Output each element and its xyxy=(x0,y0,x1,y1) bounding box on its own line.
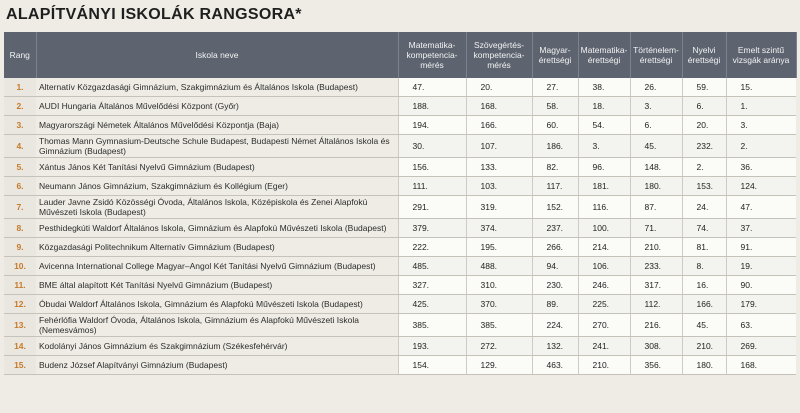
math-competence-cell: 379. xyxy=(398,219,466,238)
rank-cell: 4. xyxy=(4,135,36,158)
history-exam-cell: 71. xyxy=(630,219,682,238)
math-exam-cell: 241. xyxy=(578,337,630,356)
hungarian-exam-cell: 237. xyxy=(532,219,578,238)
rank-cell: 14. xyxy=(4,337,36,356)
table-row xyxy=(4,177,796,196)
advanced-ratio-cell: 90. xyxy=(726,276,796,295)
school-name-cell: Óbudai Waldorf Általános Iskola, Gimnázium és Alapfokú Művészeti Iskola (Budapest) xyxy=(36,295,398,314)
table-header-row xyxy=(4,32,796,78)
table-row xyxy=(4,219,796,238)
reading-competence-cell: 168. xyxy=(466,97,532,116)
math-competence-cell: 425. xyxy=(398,295,466,314)
advanced-ratio-cell: 1. xyxy=(726,97,796,116)
school-name-cell: Lauder Javne Zsidó Közösségi Óvoda, Általános Iskola, Középiskola és Zenei Alapfokú Művészeti Iskola (Budapest) xyxy=(36,196,398,219)
rank-cell: 7. xyxy=(4,196,36,219)
history-exam-cell: 87. xyxy=(630,196,682,219)
math-exam-cell: 214. xyxy=(578,238,630,257)
advanced-ratio-cell: 124. xyxy=(726,177,796,196)
reading-competence-cell: 272. xyxy=(466,337,532,356)
advanced-ratio-cell: 37. xyxy=(726,219,796,238)
school-name-cell: AUDI Hungaria Általános Művelődési Központ (Győr) xyxy=(36,97,398,116)
math-exam-cell: 96. xyxy=(578,158,630,177)
rank-cell: 6. xyxy=(4,177,36,196)
history-exam-cell: 6. xyxy=(630,116,682,135)
math-exam-cell: 38. xyxy=(578,78,630,97)
math-competence-cell: 47. xyxy=(398,78,466,97)
rank-cell: 12. xyxy=(4,295,36,314)
advanced-ratio-cell: 2. xyxy=(726,135,796,158)
rank-cell: 13. xyxy=(4,314,36,337)
history-exam-cell: 26. xyxy=(630,78,682,97)
rank-cell: 9. xyxy=(4,238,36,257)
header-language-exam: Nyelvi érettségi xyxy=(682,32,726,78)
hungarian-exam-cell: 82. xyxy=(532,158,578,177)
math-exam-cell: 246. xyxy=(578,276,630,295)
hungarian-exam-cell: 230. xyxy=(532,276,578,295)
language-exam-cell: 153. xyxy=(682,177,726,196)
advanced-ratio-cell: 36. xyxy=(726,158,796,177)
advanced-ratio-cell: 269. xyxy=(726,337,796,356)
language-exam-cell: 2. xyxy=(682,158,726,177)
rank-cell: 1. xyxy=(4,78,36,97)
hungarian-exam-cell: 60. xyxy=(532,116,578,135)
hungarian-exam-cell: 27. xyxy=(532,78,578,97)
history-exam-cell: 45. xyxy=(630,135,682,158)
language-exam-cell: 81. xyxy=(682,238,726,257)
advanced-ratio-cell: 19. xyxy=(726,257,796,276)
language-exam-cell: 59. xyxy=(682,78,726,97)
table-row xyxy=(4,238,796,257)
math-exam-cell: 18. xyxy=(578,97,630,116)
reading-competence-cell: 319. xyxy=(466,196,532,219)
header-math-exam: Matematika-érettségi xyxy=(578,32,630,78)
rank-cell: 3. xyxy=(4,116,36,135)
header-advanced-ratio: Emelt szintű vizsgák aránya xyxy=(726,32,796,78)
language-exam-cell: 74. xyxy=(682,219,726,238)
hungarian-exam-cell: 94. xyxy=(532,257,578,276)
math-competence-cell: 156. xyxy=(398,158,466,177)
school-name-cell: Neumann János Gimnázium, Szakgimnázium és Kollégium (Eger) xyxy=(36,177,398,196)
rank-cell: 15. xyxy=(4,356,36,375)
history-exam-cell: 308. xyxy=(630,337,682,356)
table-row xyxy=(4,158,796,177)
hungarian-exam-cell: 463. xyxy=(532,356,578,375)
header-math-competence: Matematika-kompetencia-mérés xyxy=(398,32,466,78)
math-competence-cell: 194. xyxy=(398,116,466,135)
reading-competence-cell: 20. xyxy=(466,78,532,97)
math-competence-cell: 222. xyxy=(398,238,466,257)
history-exam-cell: 180. xyxy=(630,177,682,196)
math-exam-cell: 106. xyxy=(578,257,630,276)
school-name-cell: Kodolányi János Gimnázium és Szakgimnázium (Székesfehérvár) xyxy=(36,337,398,356)
math-exam-cell: 3. xyxy=(578,135,630,158)
math-competence-cell: 485. xyxy=(398,257,466,276)
rank-cell: 2. xyxy=(4,97,36,116)
math-exam-cell: 270. xyxy=(578,314,630,337)
history-exam-cell: 356. xyxy=(630,356,682,375)
reading-competence-cell: 374. xyxy=(466,219,532,238)
reading-competence-cell: 129. xyxy=(466,356,532,375)
school-name-cell: Thomas Mann Gymnasium-Deutsche Schule Budapest, Budapesti Német Általános Iskola és Gimnázium (Budapest) xyxy=(36,135,398,158)
school-name-cell: Avicenna International College Magyar–Angol Két Tanítási Nyelvű Gimnázium (Budapest) xyxy=(36,257,398,276)
reading-competence-cell: 107. xyxy=(466,135,532,158)
school-name-cell: Közgazdasági Politechnikum Alternatív Gimnázium (Budapest) xyxy=(36,238,398,257)
advanced-ratio-cell: 3. xyxy=(726,116,796,135)
math-exam-cell: 100. xyxy=(578,219,630,238)
hungarian-exam-cell: 117. xyxy=(532,177,578,196)
math-exam-cell: 225. xyxy=(578,295,630,314)
table-row xyxy=(4,276,796,295)
ranking-table xyxy=(4,32,797,375)
history-exam-cell: 112. xyxy=(630,295,682,314)
header-history-exam: Történelem-érettségi xyxy=(630,32,682,78)
rank-cell: 10. xyxy=(4,257,36,276)
language-exam-cell: 210. xyxy=(682,337,726,356)
language-exam-cell: 232. xyxy=(682,135,726,158)
language-exam-cell: 8. xyxy=(682,257,726,276)
reading-competence-cell: 195. xyxy=(466,238,532,257)
hungarian-exam-cell: 132. xyxy=(532,337,578,356)
math-exam-cell: 54. xyxy=(578,116,630,135)
school-name-cell: BME által alapított Két Tanítási Nyelvű Gimnázium (Budapest) xyxy=(36,276,398,295)
table-row xyxy=(4,135,796,158)
table-row xyxy=(4,78,796,97)
language-exam-cell: 24. xyxy=(682,196,726,219)
school-name-cell: Xántus János Két Tanítási Nyelvű Gimnázium (Budapest) xyxy=(36,158,398,177)
history-exam-cell: 3. xyxy=(630,97,682,116)
school-name-cell: Alternatív Közgazdasági Gimnázium, Szakgimnázium és Általános Iskola (Budapest) xyxy=(36,78,398,97)
advanced-ratio-cell: 91. xyxy=(726,238,796,257)
table-row xyxy=(4,337,796,356)
header-reading-competence: Szövegértés-kompetencia-mérés xyxy=(466,32,532,78)
rank-cell: 5. xyxy=(4,158,36,177)
reading-competence-cell: 488. xyxy=(466,257,532,276)
math-competence-cell: 193. xyxy=(398,337,466,356)
math-exam-cell: 116. xyxy=(578,196,630,219)
school-name-cell: Magyarországi Németek Általános Művelődési Központja (Baja) xyxy=(36,116,398,135)
table-row xyxy=(4,356,796,375)
hungarian-exam-cell: 266. xyxy=(532,238,578,257)
language-exam-cell: 166. xyxy=(682,295,726,314)
reading-competence-cell: 385. xyxy=(466,314,532,337)
rank-cell: 11. xyxy=(4,276,36,295)
table-row xyxy=(4,97,796,116)
reading-competence-cell: 133. xyxy=(466,158,532,177)
reading-competence-cell: 103. xyxy=(466,177,532,196)
history-exam-cell: 148. xyxy=(630,158,682,177)
math-competence-cell: 291. xyxy=(398,196,466,219)
table-body xyxy=(4,78,796,375)
table-row xyxy=(4,196,796,219)
math-competence-cell: 111. xyxy=(398,177,466,196)
math-competence-cell: 154. xyxy=(398,356,466,375)
table-row xyxy=(4,257,796,276)
reading-competence-cell: 310. xyxy=(466,276,532,295)
reading-competence-cell: 370. xyxy=(466,295,532,314)
language-exam-cell: 6. xyxy=(682,97,726,116)
header-rank: Rang xyxy=(4,32,36,78)
math-competence-cell: 188. xyxy=(398,97,466,116)
page-title: ALAPÍTVÁNYI ISKOLÁK RANGSORA* xyxy=(6,6,302,23)
math-competence-cell: 30. xyxy=(398,135,466,158)
hungarian-exam-cell: 89. xyxy=(532,295,578,314)
header-school-name: Iskola neve xyxy=(36,32,398,78)
advanced-ratio-cell: 179. xyxy=(726,295,796,314)
hungarian-exam-cell: 58. xyxy=(532,97,578,116)
language-exam-cell: 180. xyxy=(682,356,726,375)
math-competence-cell: 327. xyxy=(398,276,466,295)
history-exam-cell: 317. xyxy=(630,276,682,295)
hungarian-exam-cell: 186. xyxy=(532,135,578,158)
school-name-cell: Budenz József Alapítványi Gimnázium (Budapest) xyxy=(36,356,398,375)
school-name-cell: Fehérlófia Waldorf Óvoda, Általános Iskola, Gimnázium és Alapfokú Művészeti Iskola (Nemesvámos) xyxy=(36,314,398,337)
math-exam-cell: 210. xyxy=(578,356,630,375)
hungarian-exam-cell: 152. xyxy=(532,196,578,219)
math-competence-cell: 385. xyxy=(398,314,466,337)
advanced-ratio-cell: 15. xyxy=(726,78,796,97)
rank-cell: 8. xyxy=(4,219,36,238)
hungarian-exam-cell: 224. xyxy=(532,314,578,337)
advanced-ratio-cell: 47. xyxy=(726,196,796,219)
history-exam-cell: 210. xyxy=(630,238,682,257)
language-exam-cell: 20. xyxy=(682,116,726,135)
table-row xyxy=(4,314,796,337)
history-exam-cell: 216. xyxy=(630,314,682,337)
language-exam-cell: 45. xyxy=(682,314,726,337)
advanced-ratio-cell: 168. xyxy=(726,356,796,375)
header-hungarian-exam: Magyar-érettségi xyxy=(532,32,578,78)
history-exam-cell: 233. xyxy=(630,257,682,276)
math-exam-cell: 181. xyxy=(578,177,630,196)
language-exam-cell: 16. xyxy=(682,276,726,295)
reading-competence-cell: 166. xyxy=(466,116,532,135)
advanced-ratio-cell: 63. xyxy=(726,314,796,337)
table-row xyxy=(4,116,796,135)
table-row xyxy=(4,295,796,314)
school-name-cell: Pesthidegkúti Waldorf Általános Iskola, Gimnázium és Alapfokú Művészeti Iskola (Budapest) xyxy=(36,219,398,238)
